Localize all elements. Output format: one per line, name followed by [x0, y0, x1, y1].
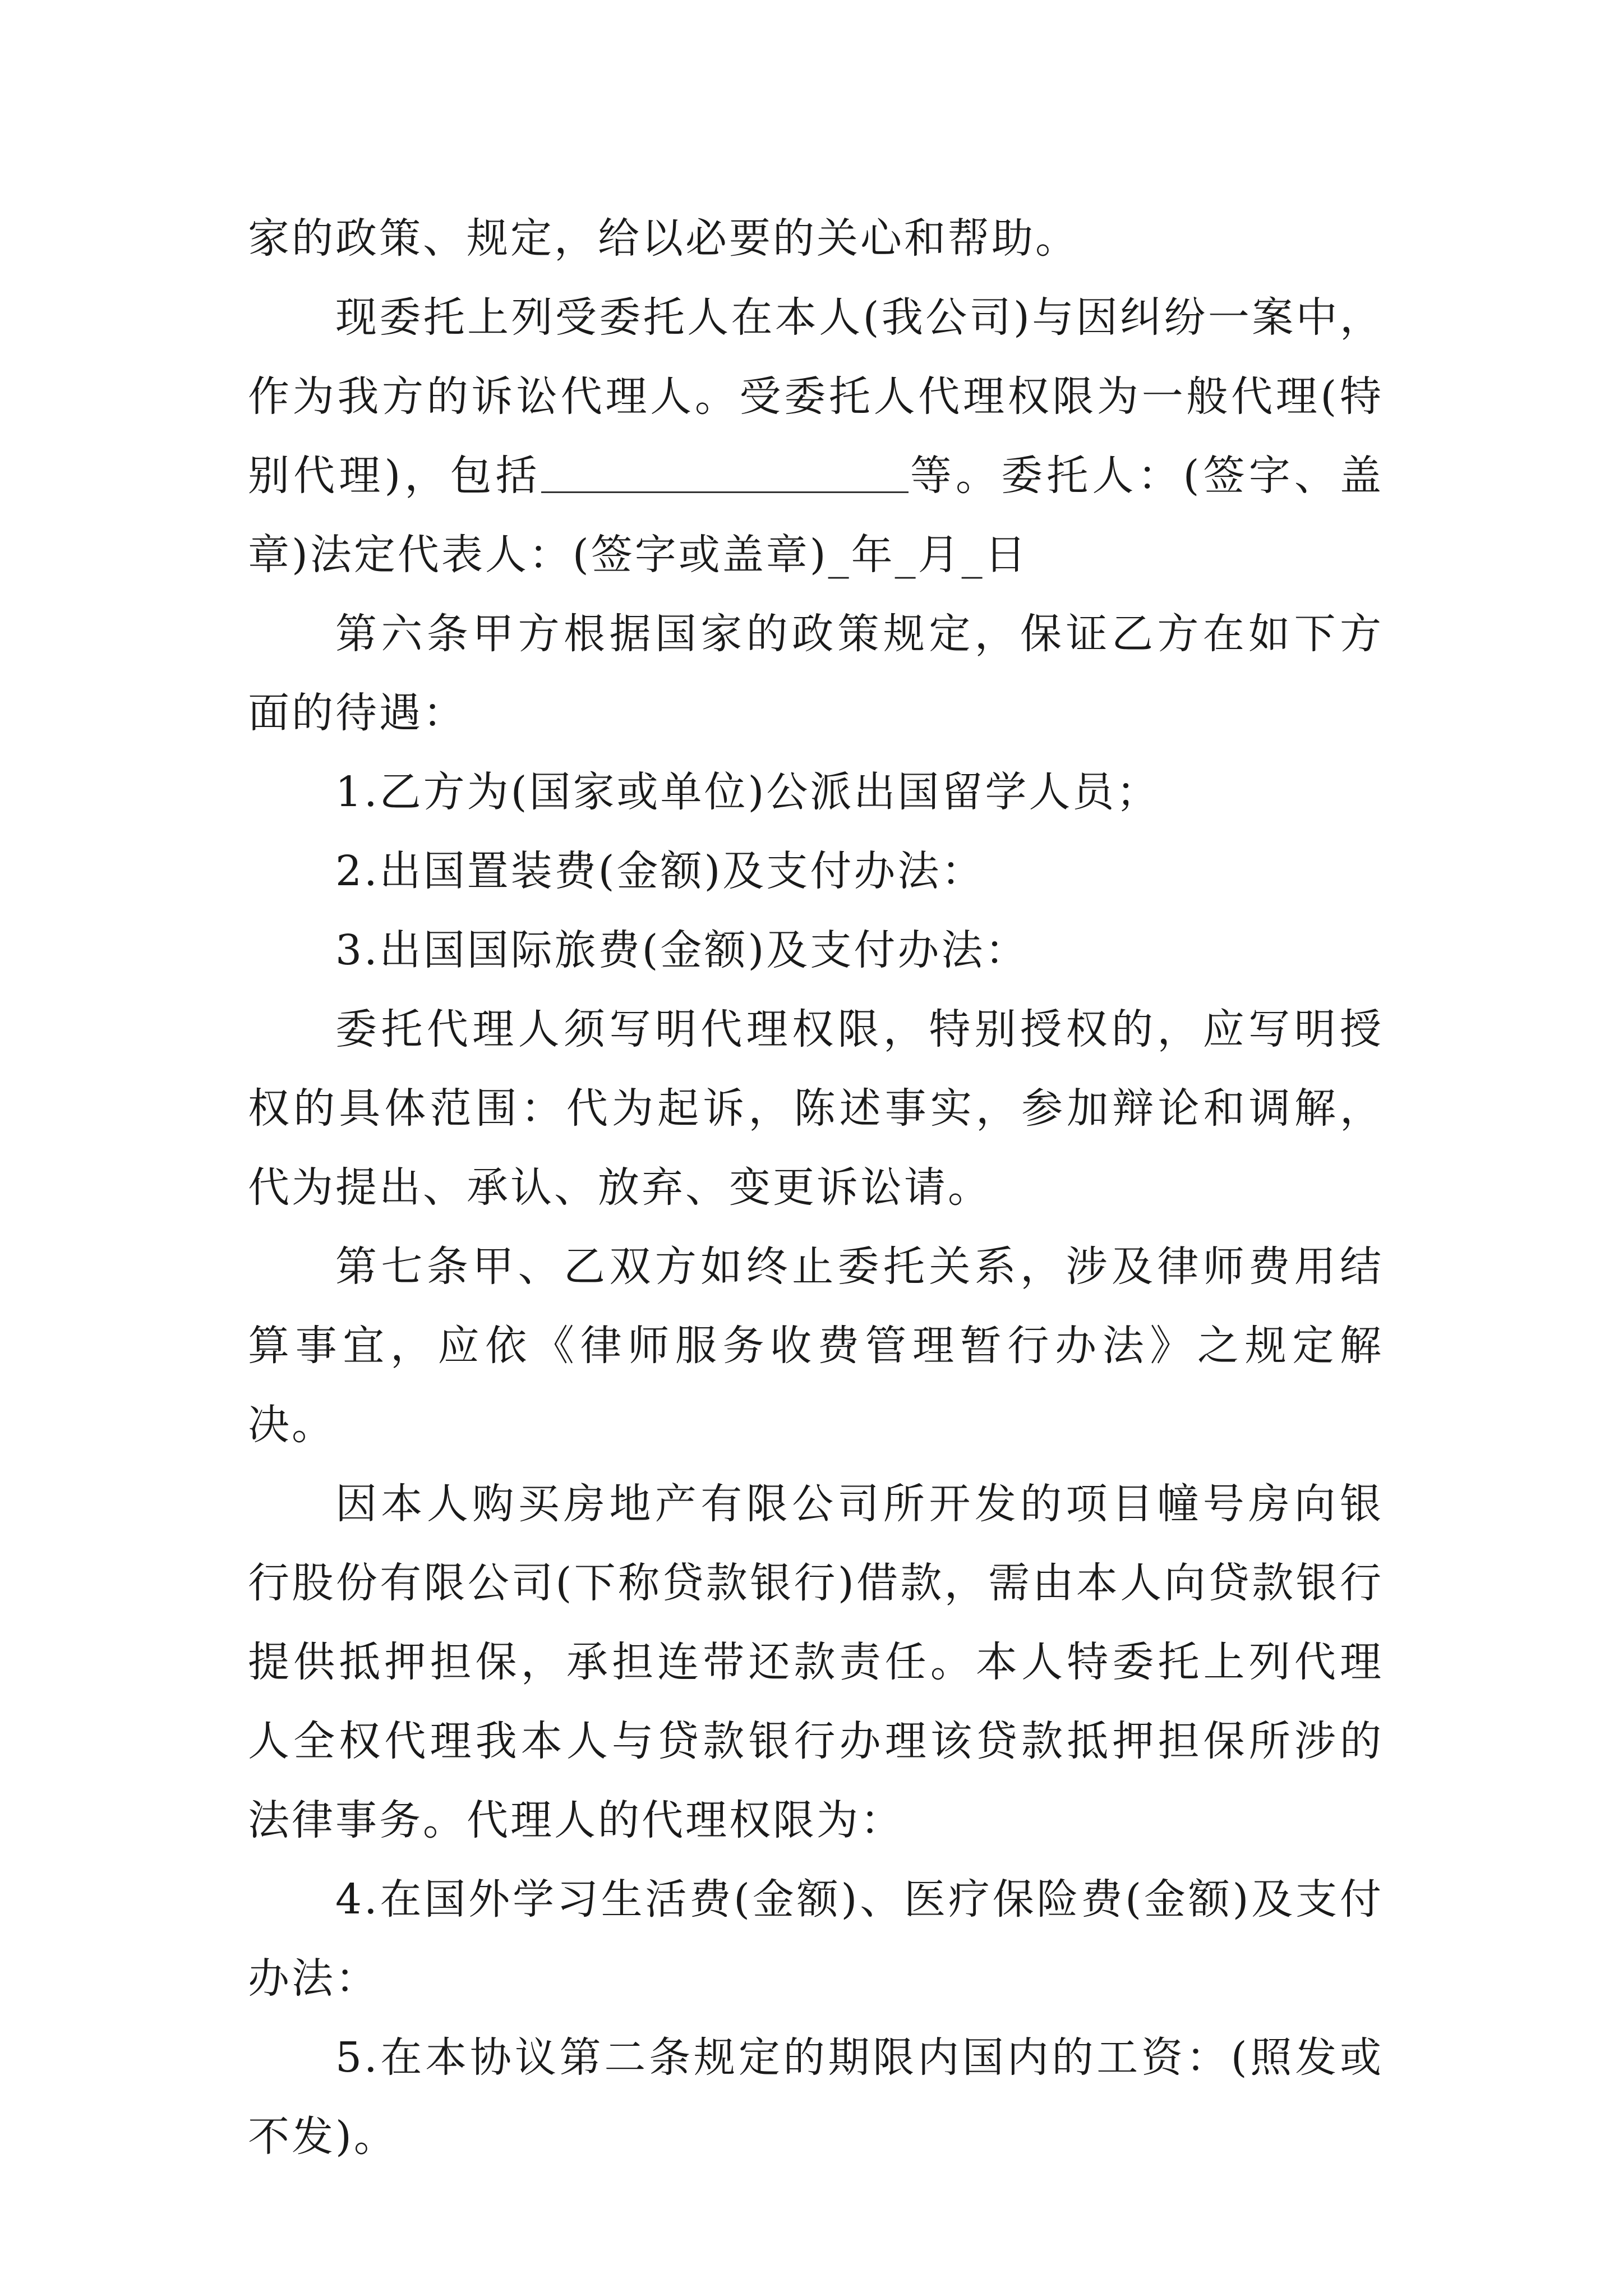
paragraph-10: 4.在国外学习生活费(金额)、医疗保险费(金额)及支付办法： [248, 1875, 1384, 2003]
paragraph-9: 因本人购买房地产有限公司所开发的项目幢号房向银行股份有限公司(下称贷款银行)借款，需由本人向贷款银行提供抵押担保，承担连带还款责任。本人特委托上列代理人全权代理我本人与贷款银行办理该贷款抵押担保所涉的法律事务。代理人的代理权限为： [248, 1480, 1384, 1844]
paragraph-5: 2.出国置装费(金额)及支付办法： [335, 847, 985, 895]
paragraph-1: 家的政策、规定，给以必要的关心和帮助。 [248, 214, 1079, 263]
paragraph-3: 第六条甲方根据国家的政策规定，保证乙方在如下方面的待遇： [248, 610, 1384, 737]
paragraph-11: 5.在本协议第二条规定的期限内国内的工资：(照发或不发)。 [248, 2033, 1384, 2161]
document-body [248, 199, 1384, 2177]
paragraph-6: 3.出国国际旅费(金额)及支付办法： [335, 926, 1029, 974]
paragraph-4: 1.乙方为(国家或单位)公派出国留学人员； [335, 768, 1160, 816]
paragraph-8: 第七条甲、乙双方如终止委托关系，涉及律师费用结算事宜，应依《律师服务收费管理暂行办法》之规定解决。 [248, 1243, 1384, 1449]
paragraph-7: 委托代理人须写明代理权限，特别授权的，应写明授权的具体范围：代为起诉，陈述事实，参加辩论和调解，代为提出、承认、放弃、变更诉讼请。 [248, 1005, 1384, 1212]
paragraph-2: 现委托上列受委托人在本人(我公司)与因纠纷一案中，作为我方的诉讼代理人。受委托人代理权限为一般代理(特别代理)，包括 等。委托人：(签字、盖章)法定代表人：(签字或盖章)_年_月_日 [248, 293, 1384, 579]
fill-in-blank-line [541, 450, 909, 493]
